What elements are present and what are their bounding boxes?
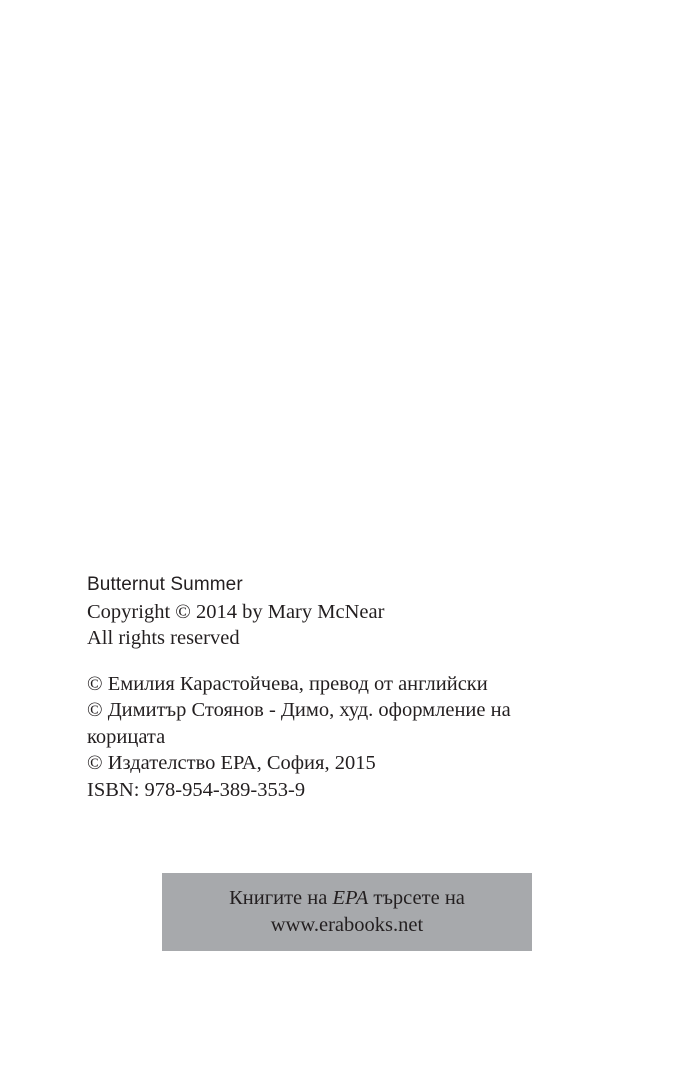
notice-website: www.erabooks.net <box>270 914 424 936</box>
cover-credit-line2: корицата <box>87 725 166 748</box>
translation-credit: © Емилия Карастойчева, превод от английски <box>87 672 488 695</box>
notice-suffix: търсете на <box>368 887 465 909</box>
rights-line: All rights reserved <box>87 627 240 649</box>
cover-credit-line1: © Димитър Стоянов - Димо, худ. оформление на <box>87 699 511 721</box>
publisher-credit: © Издателство ЕРА, София, 2015 <box>87 752 376 774</box>
spacer <box>87 652 647 671</box>
copyright-line: Copyright © 2014 by Mary McNear <box>87 600 385 623</box>
publisher-notice-box <box>162 873 532 951</box>
notice-publisher: ЕРА <box>332 887 369 909</box>
isbn-line: ISBN: 978-954-389-353-9 <box>87 778 306 801</box>
copyright-block <box>87 572 647 803</box>
notice-prefix: Книгите на <box>229 887 333 909</box>
notice-line1 <box>162 885 532 912</box>
book-title: Butternut Summer <box>87 574 243 595</box>
